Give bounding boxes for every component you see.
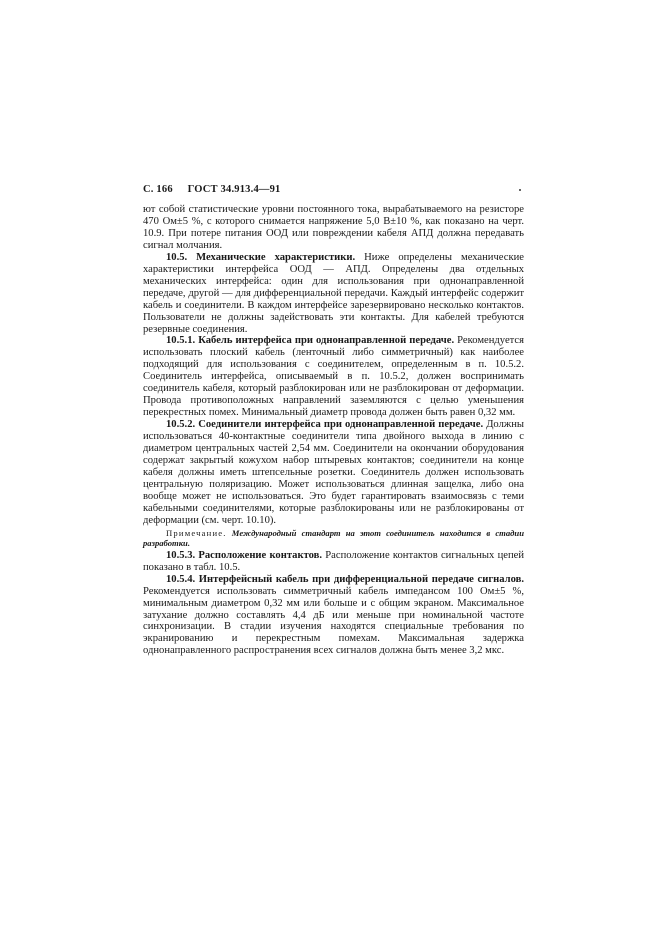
- document-body: [143, 204, 524, 657]
- paragraph-text: Ниже определены механические характеристики интерфейса ООД — АПД. Определены два отдельных механических интерфейса: один для использования при однонаправленной передаче, другой — для дифференциальной передачи. Каждый интерфейс содержит кабель и соединители. В каждом интерфейсе зарезервировано несколько контактов. Пользователи не должны задействовать эти контакты. Для кабелей требуются резервные соединения.: [143, 251, 524, 335]
- section-10-5: [143, 252, 524, 336]
- section-heading: 10.5. Механические характеристики.: [166, 251, 356, 263]
- note-text: Международный стандарт на этот соединитель находится в стадии разработки.: [143, 527, 524, 548]
- section-10-5-2: [143, 419, 524, 527]
- section-heading: 10.5.1. Кабель интерфейса при однонаправленной передаче.: [166, 335, 455, 347]
- scan-speck: [519, 189, 521, 191]
- section-10-5-1: [143, 335, 524, 419]
- paragraph-continuation: [143, 204, 524, 252]
- page-header: [143, 184, 293, 195]
- section-heading: 10.5.3. Расположение контактов.: [166, 549, 323, 561]
- paragraph-text: Расположение контактов сигнальных цепей показано в табл. 10.5.: [143, 549, 524, 573]
- note-label: Примечание.: [166, 527, 227, 538]
- paragraph-text: Рекомендуется использовать плоский кабель (ленточный либо симметричный) как наиболее подходящий для использования с соединителем, определенным в п. 10.5.2. Соединитель интерфейса, описываемый в п. 10.5.2, должен воспринимать соединитель кабеля, который разблокирован или не разблокирован от деформации. Провода противоположных направлений заземляются с целью уменьшения перекрестных помех. Минимальный диаметр провода должен быть равен 0,32 мм.: [143, 335, 524, 419]
- section-10-5-4: [143, 574, 524, 658]
- section-heading: 10.5.2. Соединители интерфейса при однонаправленной передаче.: [166, 419, 484, 431]
- paragraph-text: ют собой статистические уровни постоянного тока, вырабатываемого на резисторе 470 Ом±5 %, с которого снимается напряжение 5,0 В±10 %, как показано на черт. 10.9. При потере питания ООД или повреждении кабеля АПД должна передавать сигнал молчания.: [143, 204, 524, 251]
- note: [143, 528, 524, 548]
- paragraph-text: Рекомендуется использовать симметричный кабель импедансом 100 Ом±5 %, минимальным диаметром 0,32 мм или больше и с общим экраном. Максимальное затухание должно составлять 4,4 дБ или меньше при номинальной частоте синхронизации. В стадии изучения находятся специальные требования по экранированию и перекрестным помехам. Максимальная задержка однонаправленного распространения всех сигналов должна быть менее 3,2 мкс.: [143, 585, 524, 657]
- page-number: С. 166: [143, 184, 173, 195]
- section-heading: 10.5.4. Интерфейсный кабель при дифференциальной передаче сигналов.: [166, 573, 524, 585]
- section-10-5-3: [143, 550, 524, 574]
- standard-code: ГОСТ 34.913.4—91: [187, 184, 281, 195]
- paragraph-text: Должны использоваться 40-контактные соединители типа двойного выхода в линию с диаметром центральных частей 2,54 мм. Соединители на окончании оборудования содержат закрытый кожухом набор штыревых контактов; соединители на конце кабеля должны иметь штепсельные розетки. Соединитель должен использовать центральную поляризацию. Может использоваться длинная защелка, либо она вообще может не использоваться. Это будет гарантировать взаимосвязь с теми кабельными соединителями, которые разблокированы или не разблокированы от деформации (см. черт. 10.10).: [143, 419, 524, 526]
